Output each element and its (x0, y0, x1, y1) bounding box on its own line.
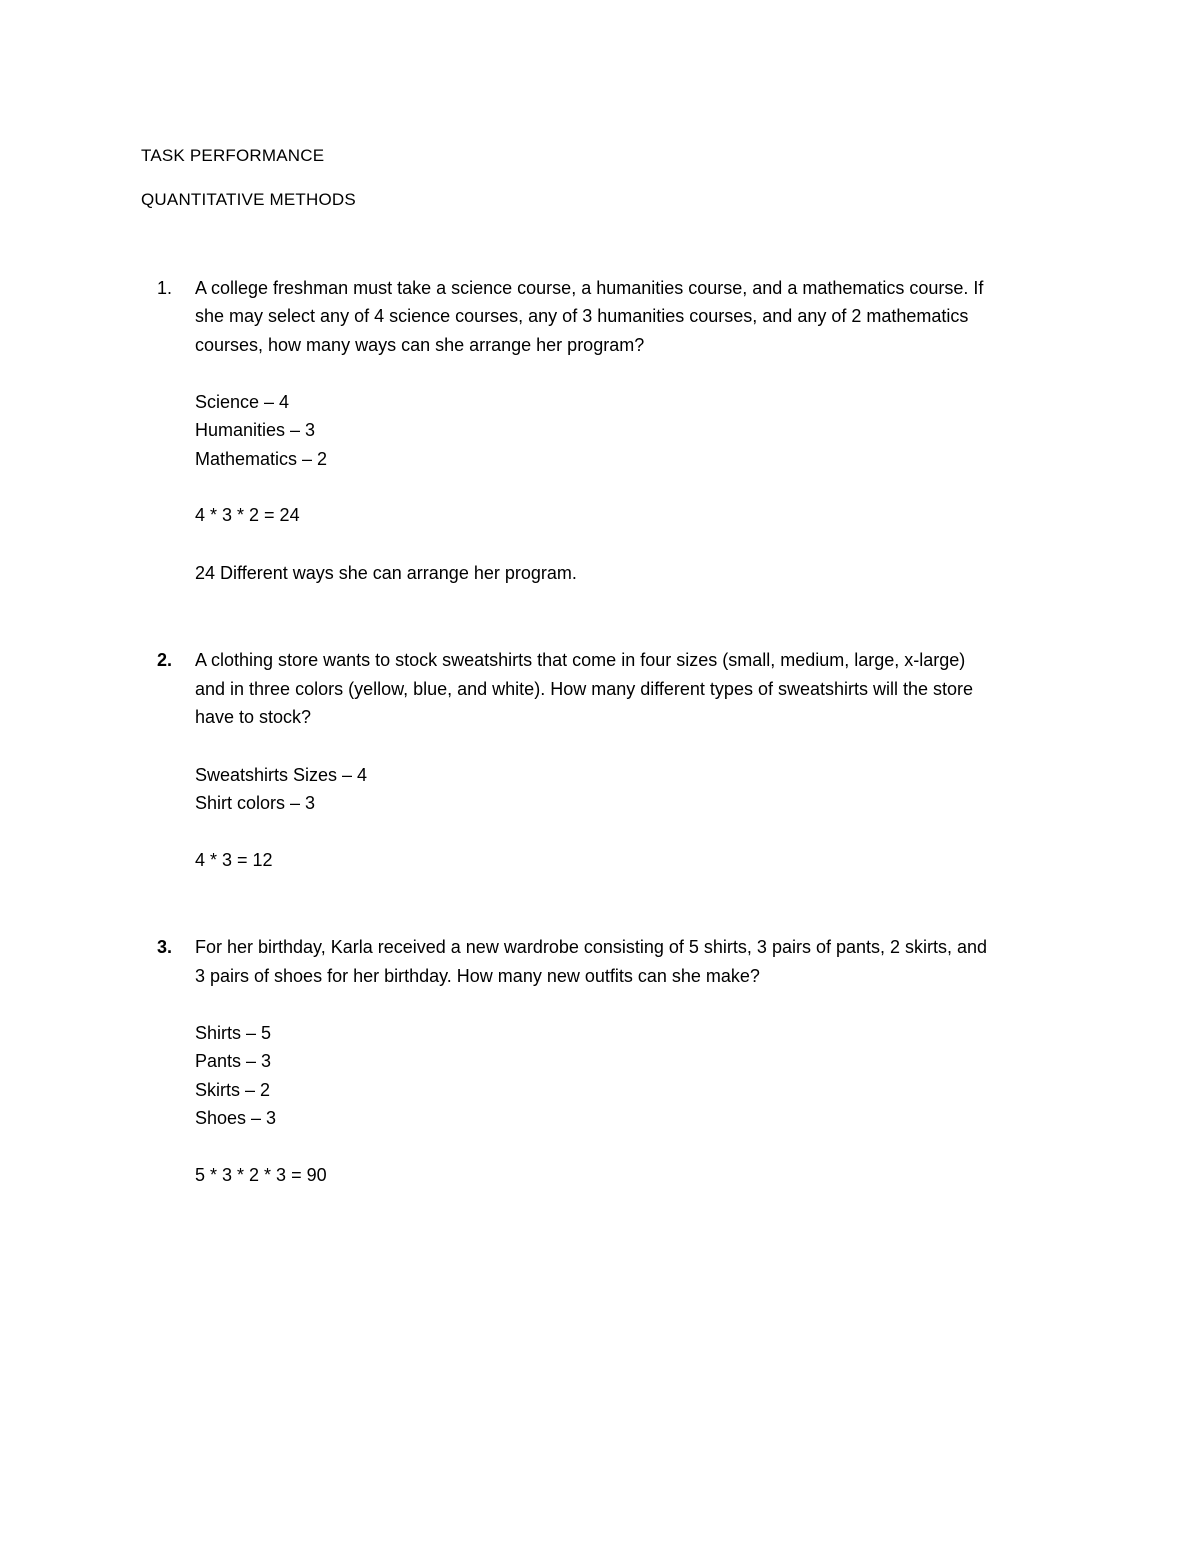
question-number: 1. (157, 278, 173, 298)
question-number: 2. (157, 650, 173, 670)
document-title: TASK PERFORMANCE (141, 146, 325, 165)
equation: 5 * 3 * 2 * 3 = 90 (195, 1165, 327, 1185)
question-text-line: have to stock? (195, 707, 312, 727)
given-item: Pants – 3 (195, 1051, 272, 1071)
given-item: Shirt colors – 3 (195, 793, 316, 813)
equation: 4 * 3 = 12 (195, 850, 273, 870)
given-item: Sweatshirts Sizes – 4 (195, 765, 368, 785)
equation: 4 * 3 * 2 = 24 (195, 505, 300, 525)
question-text-line: she may select any of 4 science courses, any of 3 humanities courses, and any of 2 mathematics (195, 306, 969, 326)
given-item: Shirts – 5 (195, 1023, 272, 1043)
given-item: Humanities – 3 (195, 420, 316, 440)
question-text-line: A clothing store wants to stock sweatshirts that come in four sizes (small, medium, large, x-large) (195, 650, 966, 670)
given-item: Shoes – 3 (195, 1108, 277, 1128)
question-number: 3. (157, 937, 173, 957)
given-item: Mathematics – 2 (195, 449, 328, 469)
document-subtitle: QUANTITATIVE METHODS (141, 190, 356, 209)
question-text-line: courses, how many ways can she arrange her program? (195, 335, 645, 355)
given-item: Skirts – 2 (195, 1080, 271, 1100)
question-text-line: A college freshman must take a science course, a humanities course, and a mathematics course. If (195, 278, 984, 298)
question-text-line: and in three colors (yellow, blue, and white). How many different types of sweatshirts will the store (195, 679, 974, 699)
answer: 24 Different ways she can arrange her program. (195, 563, 577, 583)
given-item: Science – 4 (195, 392, 290, 412)
question-text-line: 3 pairs of shoes for her birthday. How many new outfits can she make? (195, 966, 760, 986)
question-text-line: For her birthday, Karla received a new wardrobe consisting of 5 shirts, 3 pairs of pants, 2 skirts, and (195, 937, 988, 957)
